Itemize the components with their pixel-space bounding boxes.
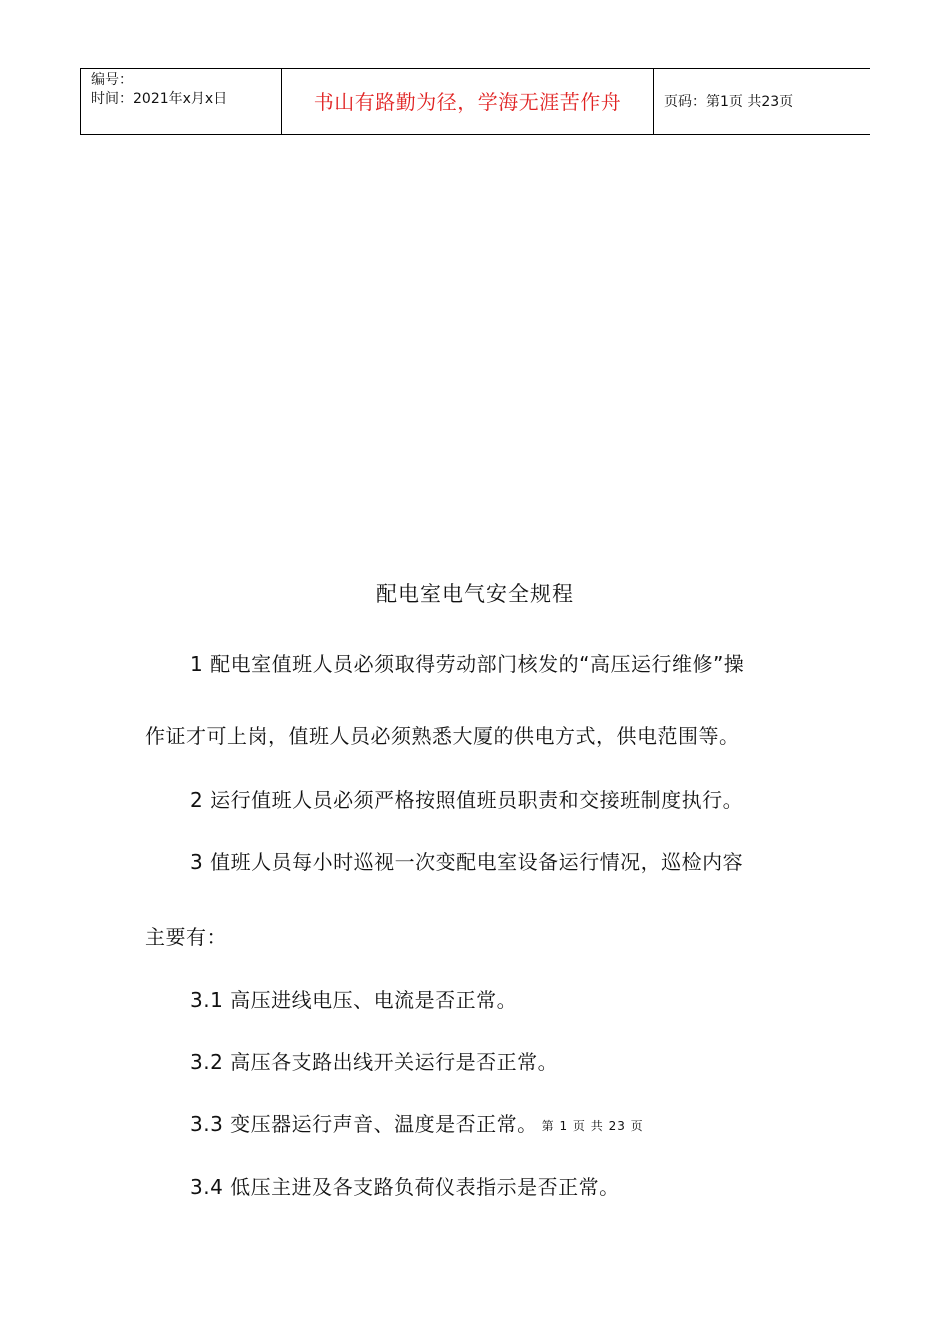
document-title: 配电室电气安全规程	[376, 582, 574, 606]
document-date-label: 时间：2021年x月x日	[91, 91, 228, 107]
header-motto: 书山有路勤为径，学海无涯苦作舟	[313, 90, 622, 114]
paragraph-3-1: 3.1 高压进线电压、电流是否正常。	[190, 988, 518, 1012]
paragraph-3-2: 3.2 高压各支路出线开关运行是否正常。	[190, 1050, 559, 1074]
paragraph-3-line-2: 主要有：	[145, 925, 227, 949]
inline-page-footer: 第 1 页 共 23 页	[541, 1119, 644, 1133]
paragraph-1-line-2: 作证才可上岗，值班人员必须熟悉大厦的供电方式，供电范围等。	[145, 724, 740, 748]
paragraph-1-line-1: 1 配电室值班人员必须取得劳动部门核发的“高压运行维修”操	[190, 652, 745, 676]
paragraph-3-3-row	[190, 1108, 644, 1137]
paragraph-3-3: 3.3 变压器运行声音、温度是否正常。	[190, 1112, 538, 1136]
header-meta-cell	[81, 69, 282, 134]
header-motto-cell	[282, 69, 654, 134]
paragraph-3-line-1: 3 值班人员每小时巡视一次变配电室设备运行情况，巡检内容	[190, 850, 744, 874]
document-number-label: 编号：	[91, 72, 133, 88]
header-page-number: 页码：第1页 共23页	[664, 93, 794, 110]
paragraph-2: 2 运行值班人员必须严格按照值班员职责和交接班制度执行。	[190, 788, 744, 812]
paragraph-3-4: 3.4 低压主进及各支路负荷仪表指示是否正常。	[190, 1175, 620, 1199]
header-page-cell	[654, 69, 870, 134]
header-table	[80, 68, 870, 135]
